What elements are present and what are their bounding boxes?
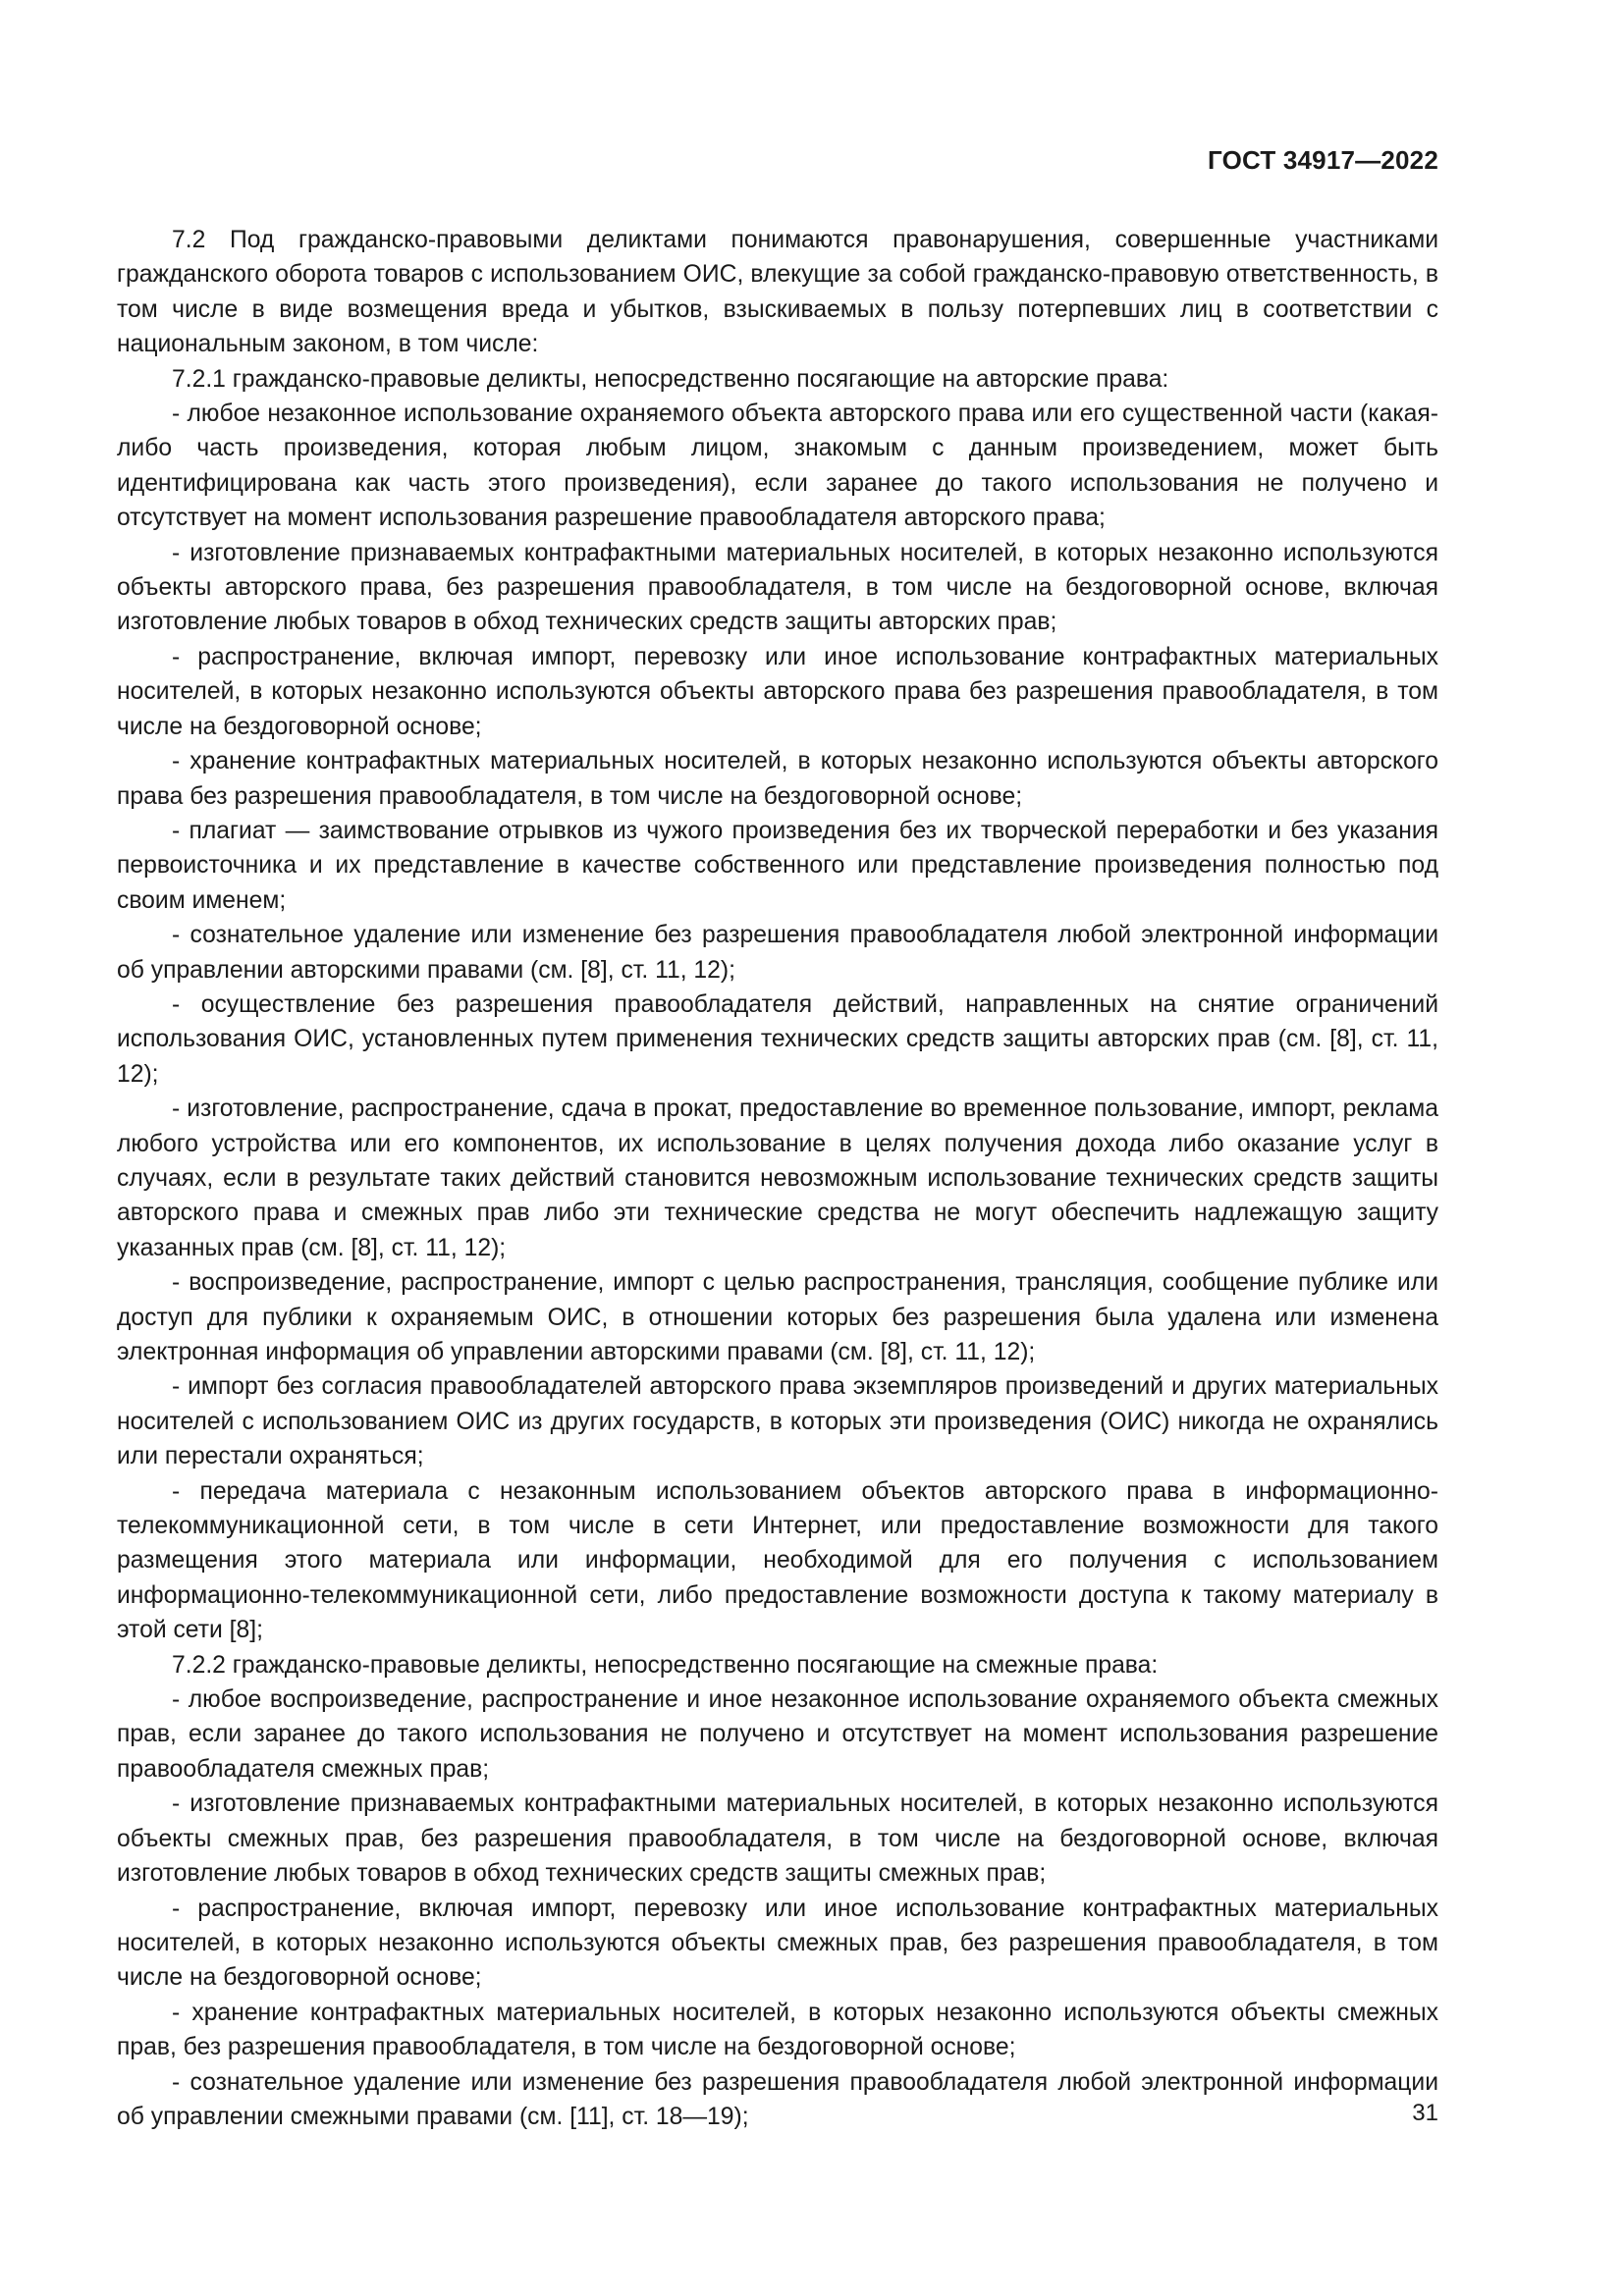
list-item: - распространение, включая импорт, перевозку или иное использование контрафактных материальных носителей, в которых незаконно используются объекты авторского права без разрешения правообладателя, в том числе на бездоговорной основе; <box>117 643 1438 740</box>
paragraph: 7.2.2 гражданско-правовые деликты, непосредственно посягающие на смежные права: <box>172 1651 1159 1679</box>
paragraph: 7.2 Под гражданско-правовыми деликтами понимаются правонарушения, совершенные участниками гражданского оборота товаров с использованием ОИС, влекущие за собой гражданско-правовую ответственность, в том числе в виде возмещения вреда и убытков, взыскиваемых в пользу потерпевших лиц в соответствии с национальным законом, в том числе: <box>117 227 1438 358</box>
list-item: - передача материала с незаконным использованием объектов авторского права в информационно-телекоммуникационной сети, в том числе в сети Интернет, или предоставление возможности для такого размещения этого материала или информации, необходимой для его получения с использованием информационно-телекоммуникационной сети, либо предоставление возможности доступа к такому материалу в этой сети [8]; <box>117 1477 1438 1644</box>
list-item: - импорт без согласия правообладателей авторского права экземпляров произведений и других материальных носителей с использованием ОИС из других государств, в которых эти произведения (ОИС) никогда не охранялись или перестали охраняться; <box>117 1373 1438 1470</box>
list-item: - любое воспроизведение, распространение и иное незаконное использование охраняемого объекта смежных прав, если заранее до такого использования не получено и отсутствует на момент использования разрешение правообладателя смежных прав; <box>117 1686 1438 1783</box>
list-item: - плагиат — заимствование отрывков из чужого произведения без их творческой переработки и без указания первоисточника и их представление в качестве собственного или представление произведения полностью под своим именем; <box>117 817 1438 914</box>
list-item: - сознательное удаление или изменение без разрешения правообладателя любой электронной информации об управлении авторскими правами (см. [8], ст. 11, 12); <box>117 922 1438 984</box>
list-item: - осуществление без разрешения правообладателя действий, направленных на снятие ограничений использования ОИС, установленных путем применения технических средств защиты авторских прав (см. [8], ст. 11, 12); <box>117 990 1438 1088</box>
paragraph: 7.2.1 гражданско-правовые деликты, непосредственно посягающие на авторские права: <box>172 365 1169 393</box>
document-body <box>117 223 1438 2134</box>
list-item: - хранение контрафактных материальных носителей, в которых незаконно используются объекты смежных прав, без разрешения правообладателя, в том числе на бездоговорной основе; <box>117 1999 1438 2061</box>
list-item: - изготовление, распространение, сдача в прокат, предоставление во временное пользование, импорт, реклама любого устройства или его компонентов, их использование в целях получения дохода либо оказание услуг в случаях, если в результате таких действий становится невозможным использование технических средств защиты авторского права и смежных прав либо эти технические средства не могут обеспечить надлежащую защиту указанных прав (см. [8], ст. 11, 12); <box>117 1095 1438 1261</box>
list-item: - распространение, включая импорт, перевозку или иное использование контрафактных материальных носителей, в которых незаконно используются объекты смежных прав, без разрешения правообладателя, в том числе на бездоговорной основе; <box>117 1895 1438 1992</box>
list-item: - сознательное удаление или изменение без разрешения правообладателя любой электронной информации об управлении смежными правами (см. [11], ст. 18—19); <box>117 2068 1438 2130</box>
page-number: 31 <box>1412 2100 1438 2126</box>
list-item: - изготовление признаваемых контрафактными материальных носителей, в которых незаконно используются объекты смежных прав, без разрешения правообладателя, в том числе на бездоговорной основе, включая изготовление любых товаров в обход технических средств защиты смежных прав; <box>117 1790 1438 1888</box>
list-item: - воспроизведение, распространение, импорт с целью распространения, трансляция, сообщение публике или доступ для публики к охраняемым ОИС, в отношении которых без разрешения была удалена или изменена электронная информация об управлении авторскими правами (см. [8], ст. 11, 12); <box>117 1269 1438 1365</box>
list-item: - хранение контрафактных материальных носителей, в которых незаконно используются объекты авторского права без разрешения правообладателя, в том числе на бездоговорной основе; <box>117 748 1438 810</box>
document-code: ГОСТ 34917—2022 <box>1208 145 1438 175</box>
list-item: - изготовление признаваемых контрафактными материальных носителей, в которых незаконно используются объекты авторского права, без разрешения правообладателя, в том числе на бездоговорной основе, включая изготовление любых товаров в обход технических средств защиты авторских прав; <box>117 539 1438 636</box>
list-item: - любое незаконное использование охраняемого объекта авторского права или его существенной части (какая-либо часть произведения, которая любым лицом, знакомым с данным произведением, может быть идентифицирована как часть этого произведения), если заранее до такого использования не получено и отсутствует на момент использования разрешение правообладателя авторского права; <box>117 400 1438 532</box>
